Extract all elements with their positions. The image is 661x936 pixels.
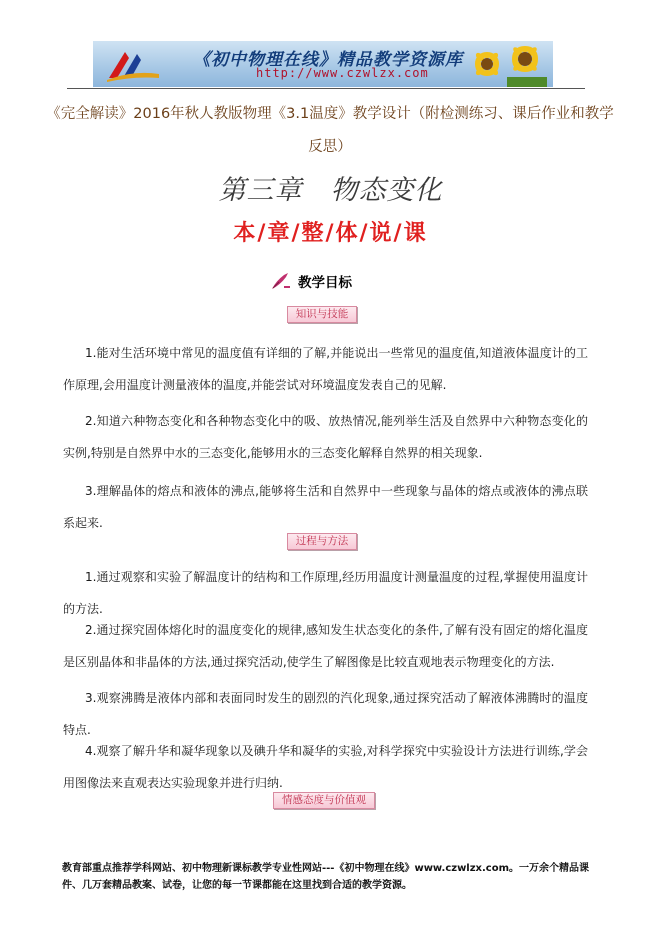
banner-title: 《初中物理在线》精品教学资源库 [193,50,463,70]
process-item: 1.通过观察和实验了解温度计的结构和工作原理,经历用温度计测量温度的过程,掌握使用温度计的方法. [63,570,588,616]
process-item: 2.通过探究固体熔化时的温度变化的规律,感知发生状态变化的条件,了解有没有固定的熔化温度是区别晶体和非晶体的方法,通过探究活动,使学生了解图像是比较直观地表示物理变化的方法. [63,623,588,669]
banner-url[interactable]: http://www.czwlzx.com [256,66,429,80]
objectives-heading-label: 教学目标 [298,275,352,291]
objectives-heading [270,270,352,292]
knowledge-item: 2.知道六种物态变化和各种物态变化中的吸、放热情况,能列举生活及自然界中六种物态变化的实例,特别是自然界中水的三态变化,能够用水的三态变化解释自然界的相关现象. [63,414,588,460]
header-divider [67,88,585,89]
tag-emotion-values: 情感态度与价值观 [273,792,375,809]
process-item: 3.观察沸腾是液体内部和表面同时发生的剧烈的汽化现象,通过探究活动了解液体沸腾时的温度特点. [63,691,588,737]
knowledge-item: 3.理解晶体的熔点和液体的沸点,能够将生活和自然界中一些现象与晶体的熔点或液体的沸点联系起来. [63,484,588,530]
chapter-title: 第三章 物态变化 [218,175,443,206]
document-title: 《完全解读》2016年秋人教版物理《3.1温度》教学设计（附检测练习、课后作业和教学反思） [46,106,614,155]
tag-process-methods: 过程与方法 [287,533,357,550]
knowledge-item: 1.能对生活环境中常见的温度值有详细的了解,并能说出一些常见的温度值,知道液体温度计的工作原理,会用温度计测量液体的温度,并能尝试对环境温度发表自己的见解. [63,346,588,392]
brush-icon [270,271,292,291]
site-logo-icon [103,44,163,84]
header-banner [93,41,553,87]
sunflower-icon [457,41,547,87]
page-footer: 教育部重点推荐学科网站、初中物理新课标教学专业性网站---《初中物理在线》www.czwlzx.com。一万余个精品课件、几万套精品教案、试卷，让您的每一节课都能在这里找到合适的教学资源。 [62,863,590,891]
tag-knowledge-skills: 知识与技能 [287,306,357,323]
process-item: 4.观察了解升华和凝华现象以及碘升华和凝华的实验,对科学探究中实验设计方法进行训练,学会用图像法来直观表达实验现象并进行归纳. [63,744,588,790]
section-banner: 本/章/整/体/说/课 [233,221,428,246]
